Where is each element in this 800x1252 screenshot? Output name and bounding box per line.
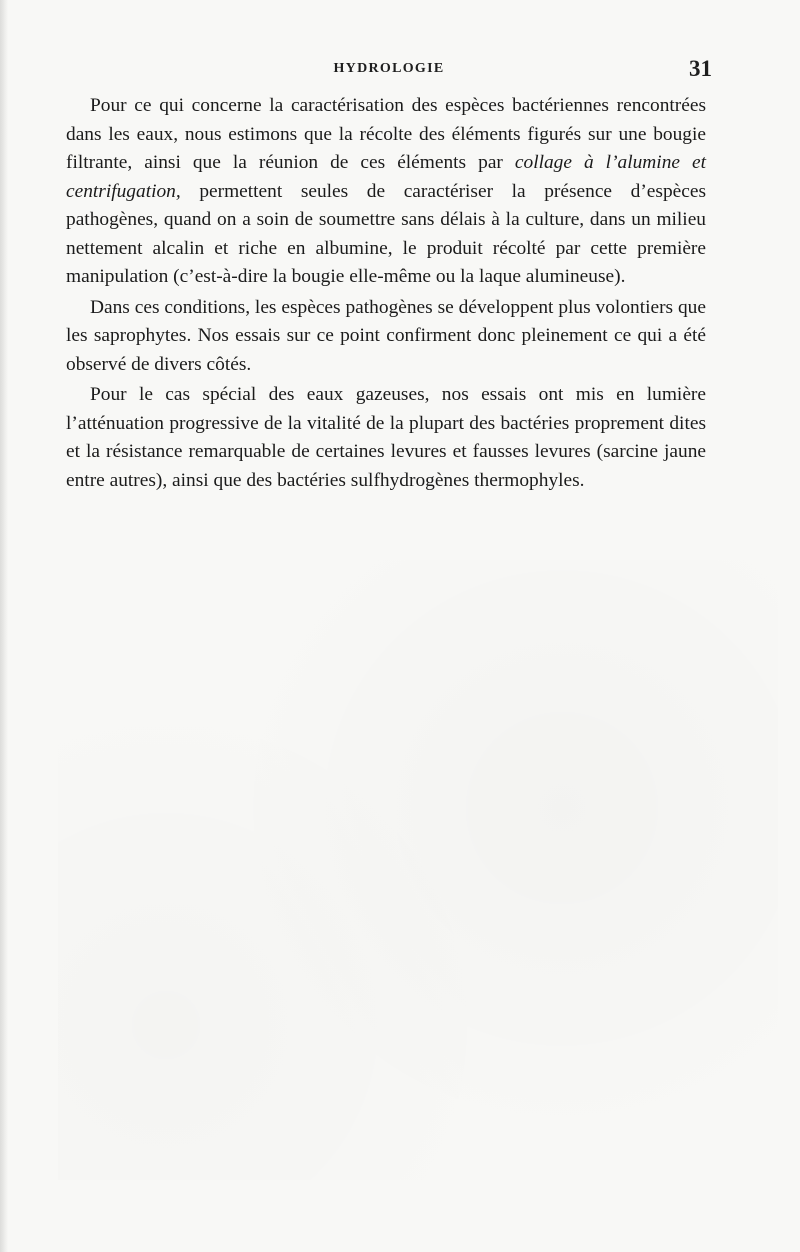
paragraph-3: Pour le cas spécial des eaux gazeuses, nos essais ont mis en lumière l’atténuation progressive de la vitalité de la plupart des bactéries proprement dites et la résistance remarquable de certaines levures et fausses levures (sarcine jaune entre autres), ainsi que des bactéries sulfhydrogènes thermophyles.	[66, 384, 706, 491]
running-header	[66, 56, 712, 86]
paragraph-1-text-before-italic: Pour ce qui concerne la caractérisation des espèces bactériennes rencontrées dans les eaux, nous estimons que la récolte des éléments figurés sur une bougie filtrante, ainsi que la réunion de ces éléments par	[66, 95, 706, 173]
page-edge-shadow	[0, 0, 8, 1252]
paragraph-1-text-after-italic: permettent seules de caractériser la présence d’espèces pathogènes, quand on a soin de soumettre sans délais à la culture, dans un milieu nettement alcalin et riche en albumine, le produit récolté par cette première manipulation (c’est-à-dire la bougie elle-même ou la laque alumineuse).	[66, 180, 706, 287]
paragraph-2: Dans ces conditions, les espèces pathogènes se développent plus volontiers que les saprophytes. Nos essais sur ce point confirment donc pleinement ce qui a été observé de divers côtés.	[66, 296, 706, 375]
bleed-through-texture	[58, 560, 778, 1180]
body-text	[66, 92, 706, 497]
page-number: 31	[689, 56, 712, 81]
paragraph-1	[66, 92, 706, 292]
running-title: HYDROLOGIE	[333, 61, 445, 76]
paragraph-1-italic-phrase: collage à l’alumine et centrifugation,	[66, 152, 706, 202]
